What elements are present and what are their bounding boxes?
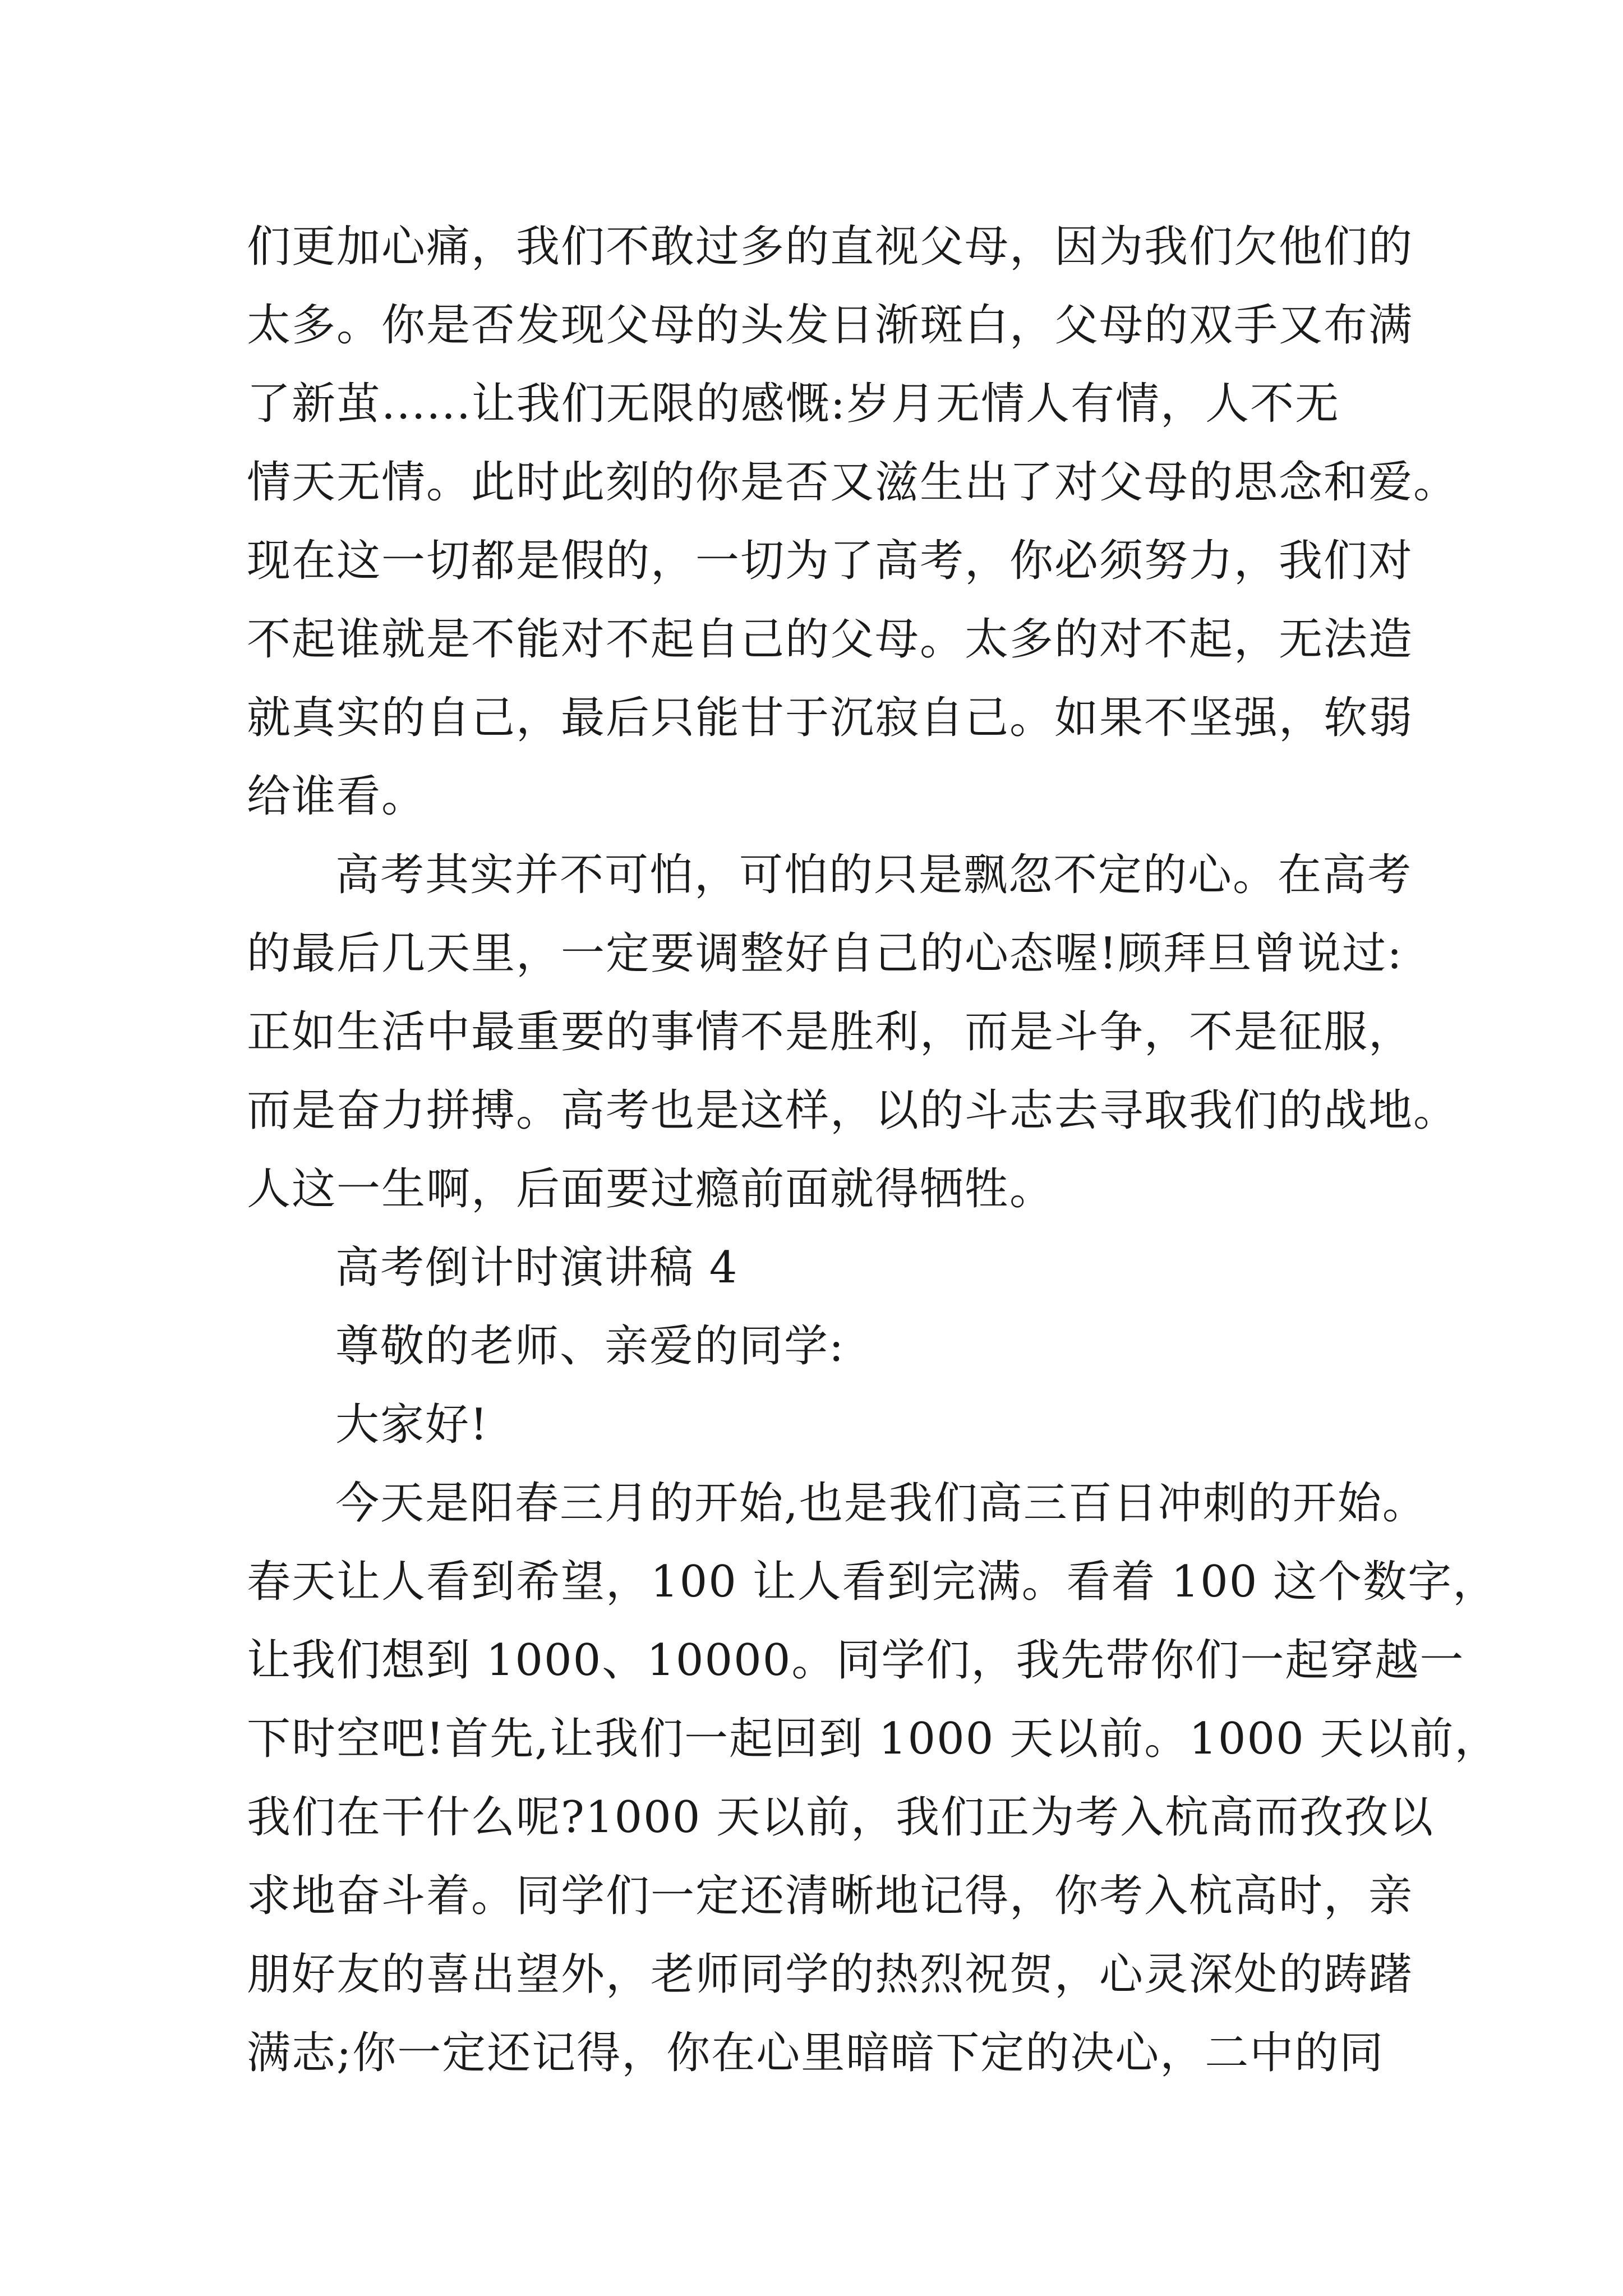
text-line: 不起谁就是不能对不起自己的父母。太多的对不起，无法造 xyxy=(247,614,1414,665)
text-line: 就真实的自己，最后只能甘于沉寂自己。如果不坚强，软弱 xyxy=(247,693,1414,743)
text-line: 给谁看。 xyxy=(247,771,427,822)
text-line: 高考其实并不可怕，可怕的只是飘忽不定的心。在高考 xyxy=(335,850,1413,900)
text-line: 的最后几天里，一定要调整好自己的心态喔!顾拜旦曾说过: xyxy=(247,928,1403,979)
text-line: 尊敬的老师、亲爱的同学: xyxy=(335,1321,845,1372)
text-line: 人这一生啊，后面要过瘾前面就得牺牲。 xyxy=(247,1164,1055,1214)
text-line: 正如生活中最重要的事情不是胜利，而是斗争，不是征服， xyxy=(247,1007,1414,1057)
text-line: 下时空吧!首先,让我们一起回到 1000 天以前。1000 天以前， xyxy=(247,1714,1500,1764)
text-line: 情天无情。此时此刻的你是否又滋生出了对父母的思念和爱。 xyxy=(247,457,1459,508)
text-line: 太多。你是否发现父母的头发日渐斑白，父母的双手又布满 xyxy=(247,300,1414,351)
text-line: 让我们想到 1000、10000。同学们，我先带你们一起穿越一 xyxy=(247,1635,1465,1686)
text-line: 而是奋力拼搏。高考也是这样，以的斗志去寻取我们的战地。 xyxy=(247,1085,1459,1136)
text-line: 春天让人看到希望，100 让人看到完满。看着 100 这个数字， xyxy=(247,1557,1498,1607)
text-line: 了新茧......让我们无限的感慨:岁月无情人有情，人不无 xyxy=(247,379,1340,429)
text-line: 满志;你一定还记得，你在心里暗暗下定的决心，二中的同 xyxy=(247,2028,1385,2078)
text-line: 大家好! xyxy=(335,1400,489,1450)
text-line: 现在这一切都是假的，一切为了高考，你必须努力，我们对 xyxy=(247,536,1414,586)
text-line: 今天是阳春三月的开始,也是我们高三百日冲刺的开始。 xyxy=(335,1478,1427,1529)
text-line: 们更加心痛，我们不敢过多的直视父母，因为我们欠他们的 xyxy=(247,222,1414,272)
text-line: 我们在干什么呢?1000 天以前，我们正为考入杭高而孜孜以 xyxy=(247,1792,1435,1843)
text-line: 高考倒计时演讲稿 4 xyxy=(335,1243,739,1293)
text-line: 求地奋斗着。同学们一定还清晰地记得，你考入杭高时，亲 xyxy=(247,1871,1414,1921)
document-body xyxy=(247,208,1500,2092)
text-line: 朋好友的喜出望外，老师同学的热烈祝贺，心灵深处的踌躇 xyxy=(247,1949,1414,2000)
